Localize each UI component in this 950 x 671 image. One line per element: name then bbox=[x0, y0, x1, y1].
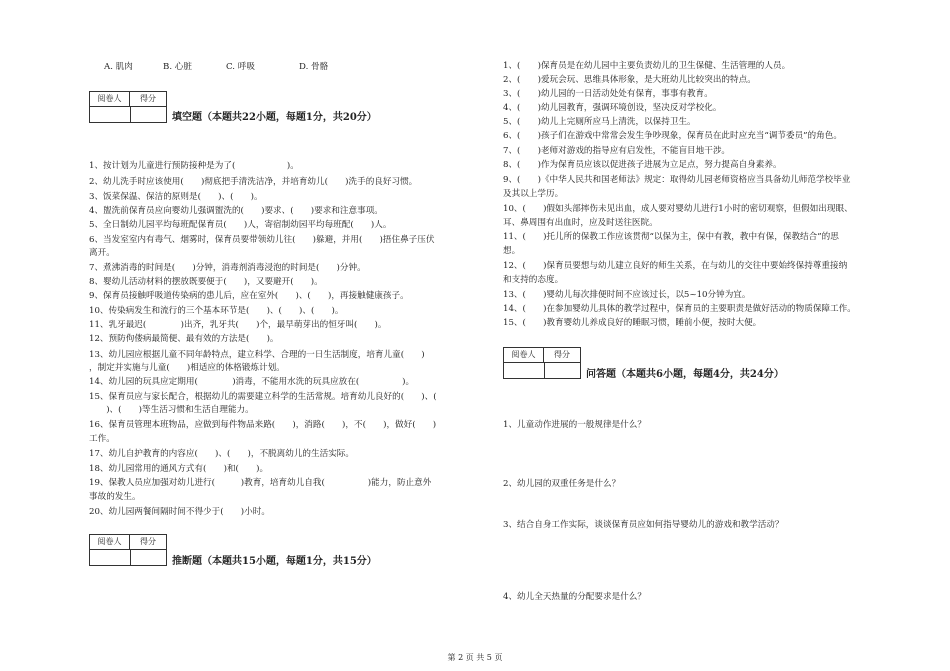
page-footer: 第 2 页 共 5 页 bbox=[447, 653, 503, 662]
fill-question-line: 16、保育员管理本班物品，应做到每件物品来路( )，消路( )，不( )，做好( ) bbox=[89, 420, 437, 430]
fill-question-line: 1、按计划为儿童进行预防接种是为了( )。 bbox=[89, 161, 299, 171]
qa-question-2: 2、幼儿园的双重任务是什么？ bbox=[503, 479, 621, 489]
option-b: B. 心脏 bbox=[163, 62, 192, 72]
judge-item-line: 2、( )爱玩会玩、思维具体形象，是大班幼儿比较突出的特点。 bbox=[503, 75, 756, 85]
judge-item-line: 14、( )在参加婴幼儿具体的教学过程中，保育员的主要职责是做好活动的物质保障工作。 bbox=[503, 304, 856, 314]
reviewer-label: 阅卷人 bbox=[90, 92, 130, 106]
score-box-qa bbox=[503, 347, 581, 379]
fill-question-line: 10、传染病发生和流行的三个基本环节是( )、( )、( )。 bbox=[89, 306, 344, 316]
fill-question-line: 工作。 bbox=[89, 434, 115, 444]
judge-item-line: 9、( )《中华人民共和国老师法》规定：取得幼儿园老师资格应当具备幼儿师范学校毕业 bbox=[503, 175, 851, 185]
judge-item-line: 和支持的态度。 bbox=[503, 275, 564, 285]
judge-item-line: 13、( )婴幼儿每次排便时间不应该过长，以5~10分钟为宜。 bbox=[503, 290, 751, 300]
fill-question-line: 6、当发室室内有毒气、烟雾时，保育员要带领幼儿往( )躲避，并用( )捂住鼻子压伏 bbox=[89, 235, 435, 245]
fill-question-line: 20、幼儿园两餐间隔时间不得少于( )小时。 bbox=[89, 507, 270, 517]
qa-question-1: 1、儿童动作进展的一般规律是什么？ bbox=[503, 420, 646, 430]
fill-question-line: 3、饭菜保温、保洁的原则是( )、( )。 bbox=[89, 192, 263, 202]
score-label: 得分 bbox=[554, 350, 570, 359]
judge-item-line: 11、( )托儿所的保教工作应该贯彻“以保为主，保中有教，教中有保，保教结合”的思 bbox=[503, 232, 839, 242]
qa-question-3: 3、结合自身工作实际，谈谈保育员应如何指导婴幼儿的游戏和教学活动？ bbox=[503, 520, 784, 530]
fill-question-line: 11、乳牙最迟( )出齐，乳牙共( )个，最早萌芽出的恒牙叫( )。 bbox=[89, 320, 387, 330]
fill-question-line: )、( )等生活习惯和生活自理能力。 bbox=[89, 405, 254, 415]
fill-question-line: 5、全日制幼儿园平均每班配保育员( )人，寄宿制幼园平均每班配( )人。 bbox=[89, 220, 392, 230]
judge-item-line: 5、( )幼儿上完厕所应马上清洗，以保持卫生。 bbox=[503, 117, 696, 127]
judge-item-line: 7、( )老师对游戏的指导应有启发性，不能盲目地干涉。 bbox=[503, 146, 731, 156]
reviewer-label: 阅卷人 bbox=[90, 535, 130, 549]
fill-question-line: 17、幼儿自护教育的内容应( )、( )，不脱离幼儿的生活实际。 bbox=[89, 449, 354, 459]
fill-question-line: 9、保育员接触呼吸道传染病的患儿后，应在室外( )、( )，再接触健康孩子。 bbox=[89, 291, 409, 301]
option-c: C. 呼吸 bbox=[226, 62, 255, 72]
judge-item-line: 12、( )保育员要想与幼儿建立良好的师生关系，在与幼儿的交往中要始终保持尊重接纳 bbox=[503, 261, 848, 271]
fill-question-line: 19、保教人员应加强对幼儿进行( )教育，培育幼儿自我( )能力，防止意外 bbox=[89, 478, 432, 488]
fill-question-line: 4、盥洗前保育员应向婴幼儿强调盥洗的( )要求、( )要求和注意事项。 bbox=[89, 206, 383, 216]
judge-item-line: 6、( )孩子们在游戏中常常会发生争吵现象，保育员在此时应充当“调节委员”的角色。 bbox=[503, 131, 842, 141]
score-label: 得分 bbox=[140, 94, 156, 103]
judge-item-line: 想。 bbox=[503, 246, 521, 256]
fill-question-line: 18、幼儿园常用的通风方式有( )和( )。 bbox=[89, 464, 269, 474]
fill-question-line: ，制定并实施与儿童( )相适应的体格锻炼计划。 bbox=[89, 363, 285, 373]
judge-item-line: 及其以上学历。 bbox=[503, 189, 564, 199]
score-box-fill bbox=[89, 91, 167, 123]
judge-item-line: 10、( )假如头部摔伤未见出血，成人要对婴幼儿进行1小时的密切观察，但假如出现眼、 bbox=[503, 204, 853, 214]
fill-question-line: 12、预防佝偻病最简便、最有效的方法是( )。 bbox=[89, 334, 279, 344]
option-a: A. 肌肉 bbox=[104, 62, 133, 72]
fill-question-line: 2、幼儿洗手时应该使用( )彻底把手清洗洁净，并培育幼儿( )洗手的良好习惯。 bbox=[89, 177, 418, 187]
fill-question-line: 事故的发生。 bbox=[89, 492, 141, 502]
score-box-judge bbox=[89, 534, 167, 566]
reviewer-label: 阅卷人 bbox=[504, 348, 544, 362]
fill-question-line: 15、保育员应与家长配合，根据幼儿的需要建立科学的生活常规。培育幼儿良好的( )、( bbox=[89, 392, 437, 402]
judge-item-line: 3、( )幼儿园的一日活动处处有保育，事事有教育。 bbox=[503, 89, 713, 99]
qa-question-4: 4、幼儿全天热量的分配要求是什么？ bbox=[503, 592, 646, 602]
judge-item-line: 耳、鼻周围有出血时，应及时送往医院。 bbox=[503, 218, 658, 228]
qa-section-title: 问答题（本题共6小题，每题4分，共24分） bbox=[586, 369, 784, 380]
score-label: 得分 bbox=[140, 537, 156, 546]
judge-section-title: 推断题（本题共15小题，每题1分，共15分） bbox=[172, 556, 377, 567]
fill-question-line: 7、煮沸消毒的时间是( )分钟，消毒剂消毒浸泡的时间是( )分钟。 bbox=[89, 263, 366, 273]
option-d: D. 骨骼 bbox=[299, 62, 329, 72]
fill-question-line: 13、幼儿园应根据儿童不同年龄特点，建立科学、合理的一日生活制度，培育儿童( ) bbox=[89, 350, 425, 360]
judge-item-line: 15、( )教育婴幼儿养成良好的睡眠习惯，睡前小便，按时大便。 bbox=[503, 318, 762, 328]
judge-item-line: 8、( )作为保育员应该以促进孩子进展为立足点，努力提高自身素养。 bbox=[503, 160, 782, 170]
fill-question-line: 离开。 bbox=[89, 248, 115, 258]
fill-question-line: 8、婴幼儿活动材料的摆放既要便于( )，又要避开( )。 bbox=[89, 277, 323, 287]
fill-question-line: 14、幼儿园的玩具应定期用( )消毒，不能用水洗的玩具应放在( )。 bbox=[89, 377, 415, 387]
judge-item-line: 4、( )幼儿园教育，强调环境创设，坚决反对学校化。 bbox=[503, 103, 722, 113]
fill-section-title: 填空题（本题共22小题，每题1分，共20分） bbox=[172, 112, 377, 123]
judge-item-line: 1、( )保育员是在幼儿园中主要负责幼儿的卫生保健、生活管理的人员。 bbox=[503, 61, 791, 71]
